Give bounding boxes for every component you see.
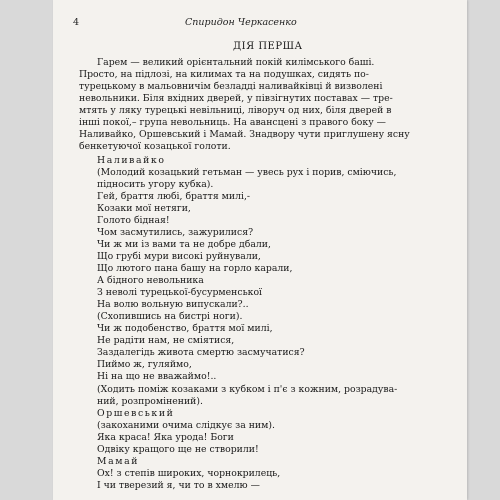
- verse-line: Пиймо ж, гуляймо,: [97, 359, 192, 370]
- speaker-name: Оршевський: [97, 408, 175, 419]
- verse-line: Чи ж подобенство, браття мої милі,: [97, 323, 273, 334]
- verse-line: Чи ж ми із вами та не добре дбали,: [97, 239, 271, 250]
- verse-line: Не радіти нам, не сміятися,: [97, 335, 235, 346]
- verse-line: Одвіку кращого ще не створили!: [97, 444, 259, 455]
- verse-line: Голото бідная!: [97, 215, 170, 226]
- text-line: мтять у ляку турецькі невільниці, ліворуч од них, біля дверей в: [79, 105, 392, 116]
- speaker-name: Мамай: [97, 456, 140, 467]
- verse-line: Чом засмутились, зажурилися?: [97, 227, 254, 238]
- stage-direction: (Схопившись на бистрі ноги).: [97, 311, 243, 322]
- stage-direction: (Ходить поміж козаками з кубком і п'є з кожним, розрадува-: [97, 384, 398, 395]
- book-page: [53, 0, 467, 500]
- section-title: ДІЯ ПЕРША: [233, 41, 303, 52]
- text-line: інші покої,– група невольниць. На авансцені з правого боку —: [79, 117, 386, 128]
- verse-line: Козаки мої нетяги,: [97, 203, 191, 214]
- verse-line: З неволі турецької-бусурменської: [97, 287, 263, 298]
- verse-line: Заздалегідь живота смертю засмучатися?: [97, 347, 305, 358]
- body-text: [53, 0, 467, 500]
- verse-line: Що лютого пана башу на горло карали,: [97, 263, 293, 274]
- running-head-author: Спиридон Черкасенко: [185, 17, 297, 28]
- verse-line: Що грубі мури високі руйнували,: [97, 251, 261, 262]
- text-line: невольники. Біля вхідних дверей, у півзігнутих поставах — тре-: [79, 93, 393, 104]
- stage-direction: (Молодий козацький гетьман — увесь рух і порив, сміючись,: [97, 167, 397, 178]
- verse-line: Гей, браття любі, браття милі,-: [97, 191, 251, 202]
- text-line: Гарем — великий орієнтальний покій килімського баші.: [97, 57, 375, 68]
- verse-line: А бідного невольника: [97, 275, 204, 286]
- stage-direction: ний, розпромінений).: [97, 396, 203, 407]
- verse-line: І чи тверезий я, чи то в хмелю —: [97, 480, 260, 491]
- text-line: Наливайко, Оршевський і Мамай. Знадвору чути приглушену ясну бенкетуючої козацької голоти.: [79, 129, 410, 152]
- verse-line: Ох! з степів широких, чорнокрилець,: [97, 468, 281, 479]
- stage-direction: (закоханими очима слідкує за ним).: [97, 420, 275, 431]
- text-line: турецькому в мальовничім безладді наливайківці й визволені: [79, 81, 383, 92]
- verse-line: Ні на що не вважаймо!..: [97, 371, 217, 382]
- stage-direction: підносить угору кубка).: [97, 179, 214, 190]
- speaker-name: Наливайко: [97, 155, 166, 166]
- page-number: 4: [73, 17, 80, 28]
- text-line: Просто, на підлозі, на килимах та на подушках, сидять по-: [79, 69, 369, 80]
- verse-line: На волю вольную випускали?..: [97, 299, 249, 310]
- verse-line: Яка краса! Яка урода! Боги: [97, 432, 234, 443]
